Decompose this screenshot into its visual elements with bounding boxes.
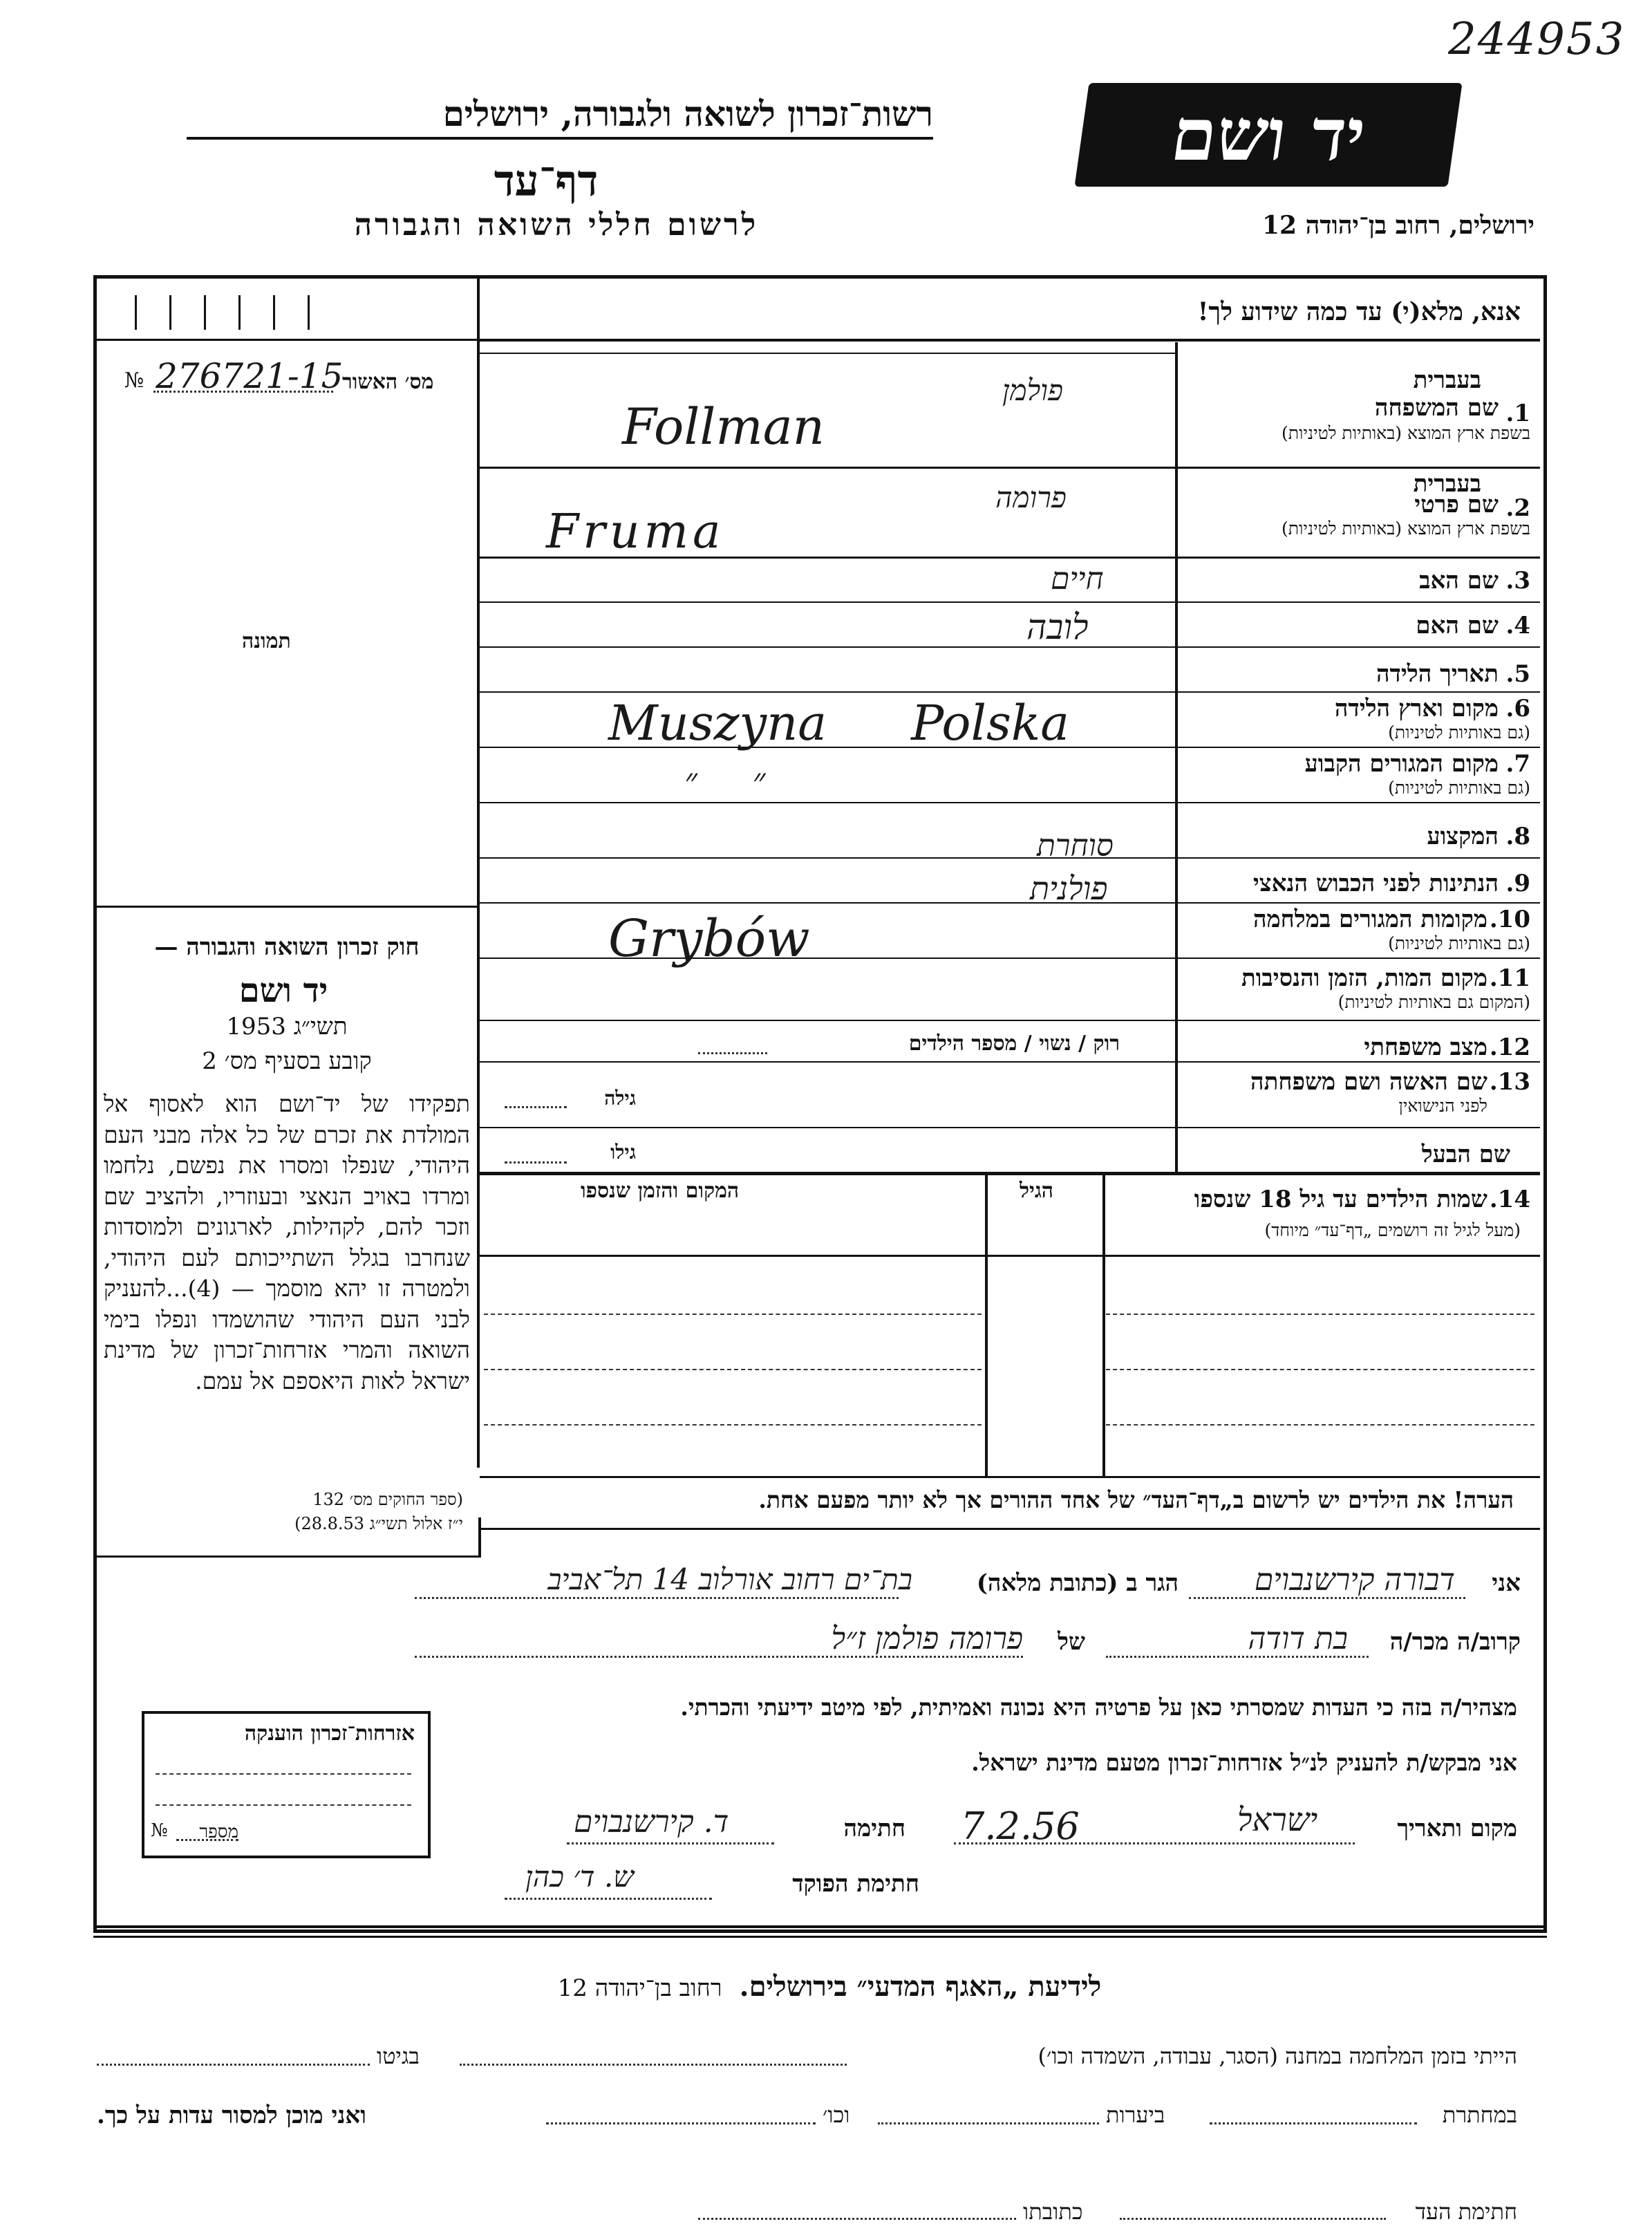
f11-note: (המקום גם באותיות לטיניות) xyxy=(1337,992,1530,1012)
form-subtitle: לרשום חללי השואה והגבורה xyxy=(354,207,759,243)
f1-value-he: פולמן xyxy=(1002,373,1063,407)
law-title: חוק זכרון השואה והגבורה — xyxy=(154,933,420,961)
f6-note: (גם באותיות לטיניות) xyxy=(1388,722,1530,742)
f12-options: רוק / נשוי / מספר הילדים xyxy=(908,1031,1120,1056)
decl-address-value: בת־ים רחוב אורלוב 14 תל־אביב xyxy=(547,1562,912,1596)
f2-value-latin: Fruma xyxy=(546,505,725,559)
f6-num: 6. xyxy=(1505,695,1530,722)
f7-value: ״ ״ xyxy=(684,760,766,801)
footer-line3-b: כתובתו xyxy=(1023,2198,1083,2225)
remark: הערה! את הילדים יש לרשום ב„דף־העד״ של אחד ההורים אך לא יותר מפעם אחת. xyxy=(758,1486,1514,1513)
f10-label: מקומות המגורים במלחמה xyxy=(1252,906,1487,933)
decl-place-date-label: מקום ותאריך xyxy=(1397,1815,1517,1842)
law-name: יד ושם xyxy=(238,971,328,1010)
f13-label: שם האשה ושם משפחתה xyxy=(1250,1068,1487,1096)
f13-note: לפני הנישואין xyxy=(1398,1096,1487,1116)
footer-line2-b: ביערות xyxy=(1106,2102,1165,2128)
citizenship-no-sign: № xyxy=(151,1820,168,1841)
decl-ani-value: דבורה קירשנבוים xyxy=(1254,1562,1455,1598)
decl-resides: הגר ב (כתובת מלאה) xyxy=(976,1569,1179,1597)
f5-label: תאריך הלידה xyxy=(1376,660,1499,688)
decl-of-value: פרומה פולמן ז״ל xyxy=(831,1621,1023,1656)
f12-num: 12. xyxy=(1489,1034,1530,1061)
yad-vashem-logo xyxy=(1074,83,1462,187)
f1-note: בשפת ארץ המוצא (באותיות לטיניות) xyxy=(1282,423,1530,443)
f6-value: Muszyna Polska xyxy=(608,695,1070,751)
f3-value: חיים xyxy=(1051,561,1104,597)
f1-label: שם המשפחה xyxy=(1374,394,1499,422)
f9-num: 9. xyxy=(1505,870,1530,897)
f8-value: סוחרת xyxy=(1037,828,1114,863)
f9-label: הנתינות לפני הכבוש הנאצי xyxy=(1252,870,1499,897)
f11-label: מקום המות, הזמן והנסיבות xyxy=(1241,964,1487,992)
approval-number: 276721-15 xyxy=(156,356,344,396)
f2-note: בשפת ארץ המוצא (באותיות לטיניות) xyxy=(1282,518,1530,539)
f11-num: 11. xyxy=(1489,964,1530,992)
f5-num: 5. xyxy=(1505,660,1530,688)
photo-label: תמונה xyxy=(242,629,291,653)
decl-relative: קרוב/ה מכר/ה xyxy=(1389,1628,1521,1656)
f12-label: מצב משפחתי xyxy=(1364,1034,1487,1061)
law-text: תפקידו של יד־ושם הוא לאסוף אל המולדת את זכרם של כל אלה מבני העם היהודי, שנפלו ומסרו את נפשם, נלחמו ומרדו באויב הנאצי ובעוזריו, ולהציב שם וזכר להם, לקהילות, לארגונים ולמוסדות שנחרבו בגלל השתייכותם לעם היהודי, ולמטרה זו יהא מוסמך — (4)...להעניק לבני העם היהודי שהושמדו ונפלו בימי השואה והמרי אזרחות־זכרון של מדינת ישראל לאות היאספם אל עמם. xyxy=(104,1090,470,1394)
f13-num: 13. xyxy=(1489,1068,1530,1096)
f4-num: 4. xyxy=(1505,612,1530,639)
instruction: אנא, מלא(י) עד כמה שידוע לך! xyxy=(1197,297,1521,326)
husband-age-label: גילו xyxy=(610,1141,636,1164)
approval-label: מס׳ האשור xyxy=(342,370,434,394)
f2-num: 2. xyxy=(1505,494,1530,522)
approval-ticks xyxy=(114,287,460,337)
husband-label: שם הבעל xyxy=(1421,1141,1510,1168)
f10-num: 10. xyxy=(1489,906,1530,933)
f1-in-hebrew: בעברית xyxy=(1413,366,1481,394)
approval-no-sign: № xyxy=(124,368,144,393)
decl-ani: אני xyxy=(1492,1569,1521,1597)
logo-text: יד ושם xyxy=(1166,92,1371,177)
f4-value: לובה xyxy=(1026,607,1089,647)
declaration-line-1 xyxy=(415,1562,1521,1607)
f2-value-he: פרומה xyxy=(995,480,1067,514)
f7-num: 7. xyxy=(1505,750,1530,778)
law-source-2: י״ז אלול תשי״ג 28.8.53) xyxy=(294,1514,463,1533)
f2-in-hebrew: בעברית xyxy=(1413,470,1481,498)
decl-of: של xyxy=(1058,1628,1085,1656)
f3-label: שם האב xyxy=(1419,567,1499,595)
f6-label: מקום וארץ הלידה xyxy=(1334,695,1499,722)
f10-note: (גם באותיות לטיניות) xyxy=(1388,933,1530,953)
decl-place-value: ישראל xyxy=(1237,1801,1318,1838)
footer-line2-a: במחתרת xyxy=(1442,2102,1517,2128)
decl-officer-label: חתימת הפוקד xyxy=(792,1870,919,1898)
form-title: דף־עד xyxy=(494,156,599,206)
citizenship-number-label: מספר xyxy=(199,1822,238,1842)
decl-request: אני מבקש/ת להעניק לנ״ל אזרחות־זכרון מטעם מדינת ישראל. xyxy=(971,1749,1517,1776)
decl-date-value: 7.2.56 xyxy=(961,1804,1080,1848)
f13-age-label: גילה xyxy=(604,1087,636,1110)
law-source-1: (ספר החוקים מס׳ 132 xyxy=(312,1490,463,1509)
decl-statement: מצהיר/ה בזה כי העדות שמסרתי כאן על פרטיה היא נכונה ואמיתית, לפי מיטב ידיעתי והכרתי. xyxy=(680,1694,1517,1721)
f3-num: 3. xyxy=(1505,567,1530,595)
footer-line1-b: בגיטו xyxy=(377,2043,420,2069)
law-clause: קובע בסעיף מס׳ 2 xyxy=(202,1047,372,1075)
footer-line1-a: הייתי בזמן המלחמה במחנה (הסגר, עבודה, השמדה וכו׳) xyxy=(1038,2043,1517,2069)
decl-relative-value: בת דודה xyxy=(1248,1621,1348,1656)
footer-heading xyxy=(415,1970,1244,2003)
footer-line3-a: חתימת העד xyxy=(1415,2198,1517,2225)
declaration-line-2 xyxy=(415,1621,1521,1666)
law-year: תשי״ג 1953 xyxy=(226,1013,348,1040)
f2-label: שם פרטי xyxy=(1414,491,1499,518)
address: ירושלים, רחוב בן־יהודה 12 xyxy=(1261,211,1534,240)
f14-col-age: הגיל xyxy=(1020,1179,1054,1203)
f14-num: 14. xyxy=(1489,1186,1530,1213)
f1-num: 1. xyxy=(1505,400,1530,427)
decl-officer-value: ש. ד׳ כהן xyxy=(525,1860,635,1894)
citizenship-title: אזרחות־זכרון הוענקה xyxy=(244,1721,415,1746)
decl-signature-value: ד. קירשנבוים xyxy=(574,1804,729,1840)
decl-signature-label: חתימה xyxy=(843,1815,905,1842)
f1-value-latin: Follman xyxy=(622,398,825,456)
footer-address: רחוב בן־יהודה 12 xyxy=(557,1974,722,2002)
f7-note: (גם באותיות לטיניות) xyxy=(1388,778,1530,798)
footer-title: לידיעת „האגף המדעי״ בירושלים. xyxy=(739,1970,1102,2003)
authority-title: רשות־זכרון לשואה ולגבורה, ירושלים xyxy=(187,93,933,140)
f14-note: (מעל לגיל זה רושמים „דף־עד״ מיוחד) xyxy=(1264,1220,1521,1240)
f10-value: Grybów xyxy=(608,909,810,969)
f8-label: המקצוע xyxy=(1427,823,1499,850)
f7-label: מקום המגורים הקבוע xyxy=(1304,750,1499,778)
f14-col-place: המקום והזמן שנספו xyxy=(581,1179,740,1203)
footer-line2-c: וכו׳ xyxy=(823,2102,850,2128)
f9-value: פולנית xyxy=(1030,870,1108,907)
archive-number: 244953 xyxy=(1448,14,1626,65)
f8-num: 8. xyxy=(1505,823,1530,850)
law-name-box xyxy=(200,971,366,1010)
f4-label: שם האם xyxy=(1416,612,1499,639)
f14-label: שמות הילדים עד גיל 18 שנספו xyxy=(1194,1186,1487,1213)
footer-line2-d: ואני מוכן למסור עדות על כך. xyxy=(97,2102,366,2129)
